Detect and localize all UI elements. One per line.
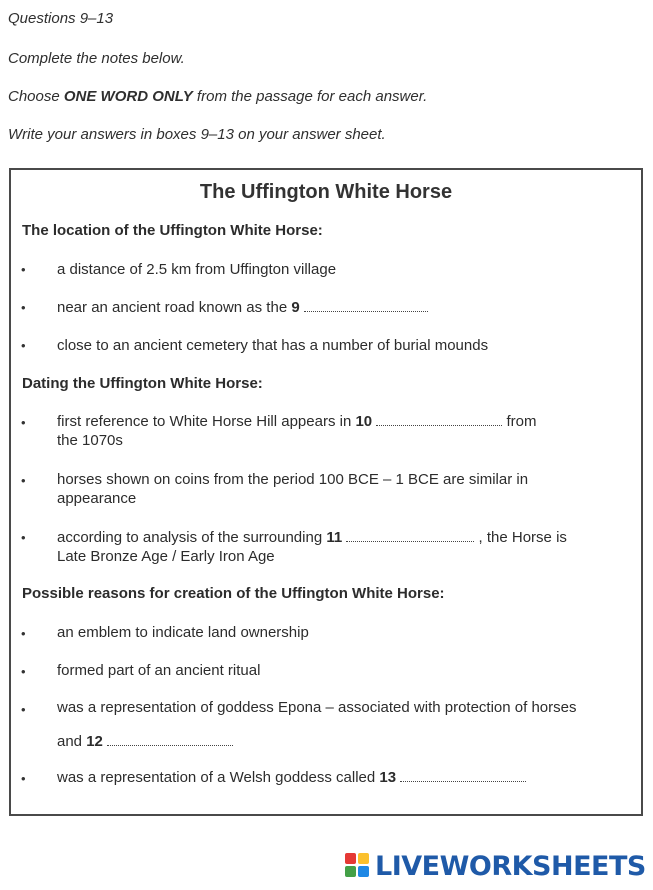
liveworksheets-logo-icon <box>345 853 371 879</box>
dating-item-3-post: , the Horse is <box>478 529 567 546</box>
bullet: • <box>21 664 26 679</box>
reason-item-3-line1: was a representation of goddess Epona – associated with protection of horses <box>57 699 577 716</box>
answer-blank-11[interactable] <box>346 529 474 542</box>
choose-pre: Choose <box>8 88 64 105</box>
question-number-12: 12 <box>86 733 103 750</box>
notes-box <box>9 168 643 816</box>
answer-blank-10[interactable] <box>376 413 502 426</box>
dating-item-1 <box>57 412 536 450</box>
question-number-13: 13 <box>379 769 397 786</box>
location-item-3: close to an ancient cemetery that has a number of burial mounds <box>57 337 489 354</box>
question-number-10: 10 <box>355 413 373 430</box>
bullet: • <box>21 300 26 315</box>
bullet: • <box>21 771 26 786</box>
dating-item-1-line2: the 1070s <box>57 432 123 449</box>
instruction-complete: Complete the notes below. <box>8 50 185 67</box>
dating-item-3-text: according to analysis of the surrounding <box>57 529 327 546</box>
instruction-choose <box>8 88 427 105</box>
dating-item-3 <box>57 528 567 566</box>
dating-item-2-line1: horses shown on coins from the period 100 BCE – 1 BCE are similar in <box>57 471 529 488</box>
location-item-1: a distance of 2.5 km from Uffington village <box>57 261 337 278</box>
dating-item-1-post: from <box>506 413 537 430</box>
dating-item-1-text: first reference to White Horse Hill appears in <box>57 413 356 430</box>
bullet: • <box>21 626 26 641</box>
reason-item-1: an emblem to indicate land ownership <box>57 624 309 641</box>
question-number-9: 9 <box>291 299 300 316</box>
choose-post: from the passage for each answer. <box>192 88 428 105</box>
instruction-write: Write your answers in boxes 9–13 on your answer sheet. <box>8 126 386 143</box>
section-dating-heading: Dating the Uffington White Horse: <box>22 375 263 392</box>
answer-blank-9[interactable] <box>304 299 428 312</box>
reason-item-4 <box>57 768 526 787</box>
reason-item-4-text: was a representation of a Welsh goddess called <box>57 769 380 786</box>
section-reasons-heading: Possible reasons for creation of the Uffington White Horse: <box>22 585 445 602</box>
reason-item-2: formed part of an ancient ritual <box>57 662 261 679</box>
liveworksheets-logo[interactable] <box>345 850 646 882</box>
answer-blank-12[interactable] <box>107 733 233 746</box>
dating-item-3-line2: Late Bronze Age / Early Iron Age <box>57 548 275 565</box>
dating-item-2-line2: appearance <box>57 490 137 507</box>
reason-item-3 <box>57 691 577 759</box>
questions-heading: Questions 9–13 <box>8 10 114 27</box>
question-number-11: 11 <box>326 529 343 546</box>
dating-item-2 <box>57 470 528 508</box>
liveworksheets-logo-text: LIVEWORKSHEETS <box>375 850 646 882</box>
section-location-heading: The location of the Uffington White Horse: <box>22 222 323 239</box>
reason-item-3-pre2: and <box>57 733 87 750</box>
bullet: • <box>21 702 26 717</box>
bullet: • <box>21 473 26 488</box>
notes-title: The Uffington White Horse <box>199 181 453 203</box>
choose-bold: ONE WORD ONLY <box>63 88 193 105</box>
bullet: • <box>21 262 26 277</box>
answer-blank-13[interactable] <box>400 769 526 782</box>
location-item-2-text: near an ancient road known as the <box>57 299 292 316</box>
bullet: • <box>21 338 26 353</box>
location-item-2 <box>57 298 428 317</box>
bullet: • <box>21 415 26 430</box>
bullet: • <box>21 530 26 545</box>
